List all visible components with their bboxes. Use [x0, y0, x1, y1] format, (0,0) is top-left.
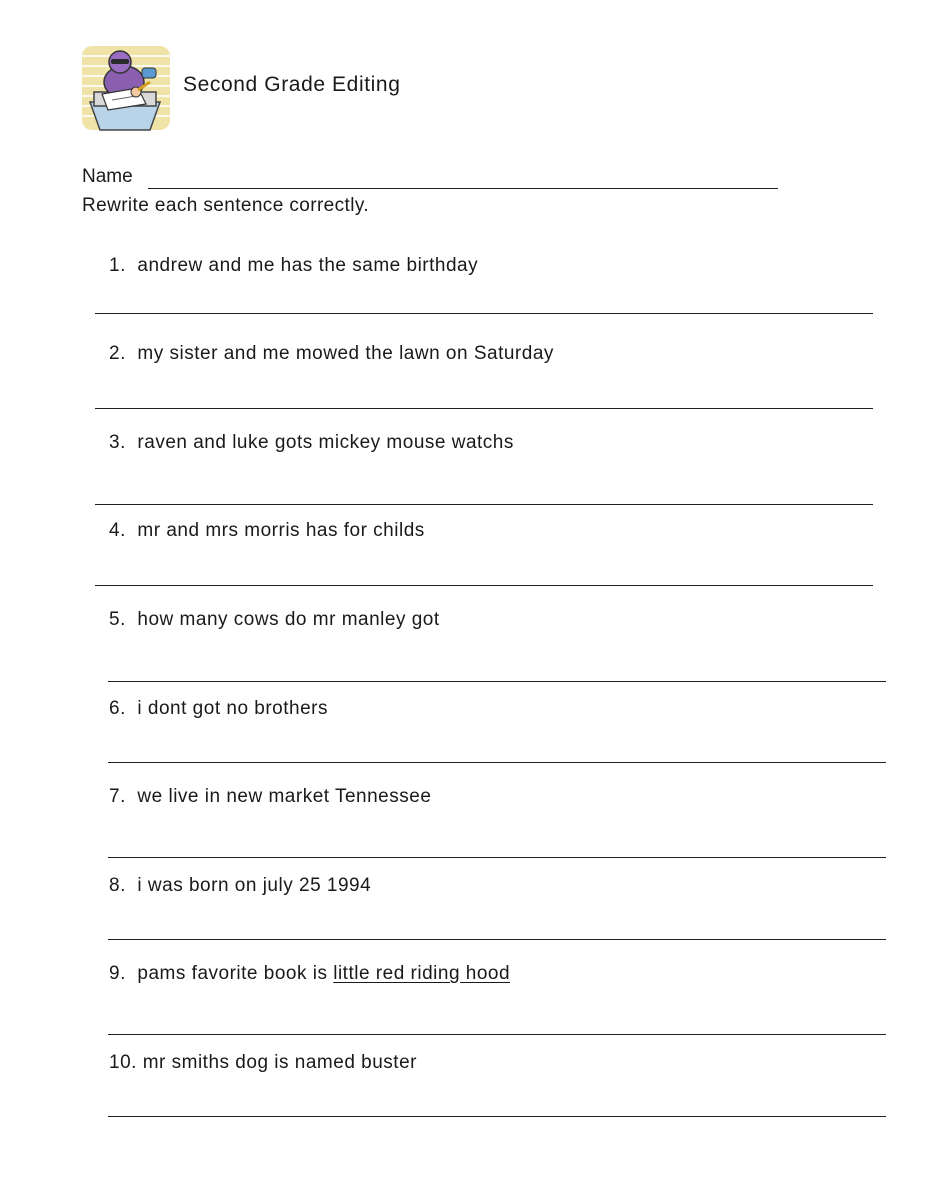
- sentence-text: i dont got no brothers: [137, 698, 328, 719]
- sentence-item: [109, 520, 425, 542]
- answer-line[interactable]: [95, 313, 873, 314]
- page-title: Second Grade Editing: [183, 73, 401, 96]
- sentence-number: 4.: [109, 520, 126, 541]
- answer-line[interactable]: [108, 762, 886, 763]
- sentence-item: [109, 255, 478, 277]
- answer-line[interactable]: [108, 1116, 886, 1117]
- answer-line[interactable]: [108, 857, 886, 858]
- sentence-number: 7.: [109, 786, 126, 807]
- name-label: Name: [82, 166, 133, 187]
- sentence-item: [109, 963, 510, 985]
- sentence-item: [109, 609, 440, 631]
- book-title: little red riding hood: [333, 963, 511, 984]
- instructions: Rewrite each sentence correctly.: [82, 195, 370, 216]
- sentence-item: [109, 875, 371, 897]
- answer-line[interactable]: [108, 939, 886, 940]
- sentence-text: we live in new market Tennessee: [137, 786, 432, 807]
- sentence-item: [109, 343, 554, 365]
- sentence-number: 6.: [109, 698, 126, 719]
- sentence-item: [109, 1052, 417, 1074]
- sentence-item: [109, 432, 514, 454]
- student-writing-clipart-icon: [80, 42, 172, 134]
- sentence-text: mr smiths dog is named buster: [142, 1052, 417, 1073]
- answer-line[interactable]: [95, 504, 873, 505]
- name-field[interactable]: [148, 188, 778, 189]
- sentence-text: pams favorite book is: [137, 963, 328, 984]
- sentence-item: [109, 786, 431, 808]
- answer-line[interactable]: [95, 408, 873, 409]
- sentence-number: 10.: [109, 1052, 137, 1073]
- sentence-number: 1.: [109, 255, 126, 276]
- sentence-text: andrew and me has the same birthday: [137, 255, 479, 276]
- answer-line[interactable]: [108, 681, 886, 682]
- sentence-text: raven and luke gots mickey mouse watchs: [137, 432, 514, 453]
- sentence-text: i was born on july 25 1994: [137, 875, 372, 896]
- sentence-text: my sister and me mowed the lawn on Saturday: [137, 343, 554, 364]
- sentence-number: 2.: [109, 343, 126, 364]
- answer-line[interactable]: [108, 1034, 886, 1035]
- sentence-number: 8.: [109, 875, 126, 896]
- sentence-text: how many cows do mr manley got: [137, 609, 440, 630]
- answer-line[interactable]: [95, 585, 873, 586]
- sentence-number: 5.: [109, 609, 126, 630]
- sentence-number: 3.: [109, 432, 126, 453]
- sentence-text: mr and mrs morris has for childs: [137, 520, 425, 541]
- sentence-number: 9.: [109, 963, 126, 984]
- sentence-item: [109, 698, 328, 720]
